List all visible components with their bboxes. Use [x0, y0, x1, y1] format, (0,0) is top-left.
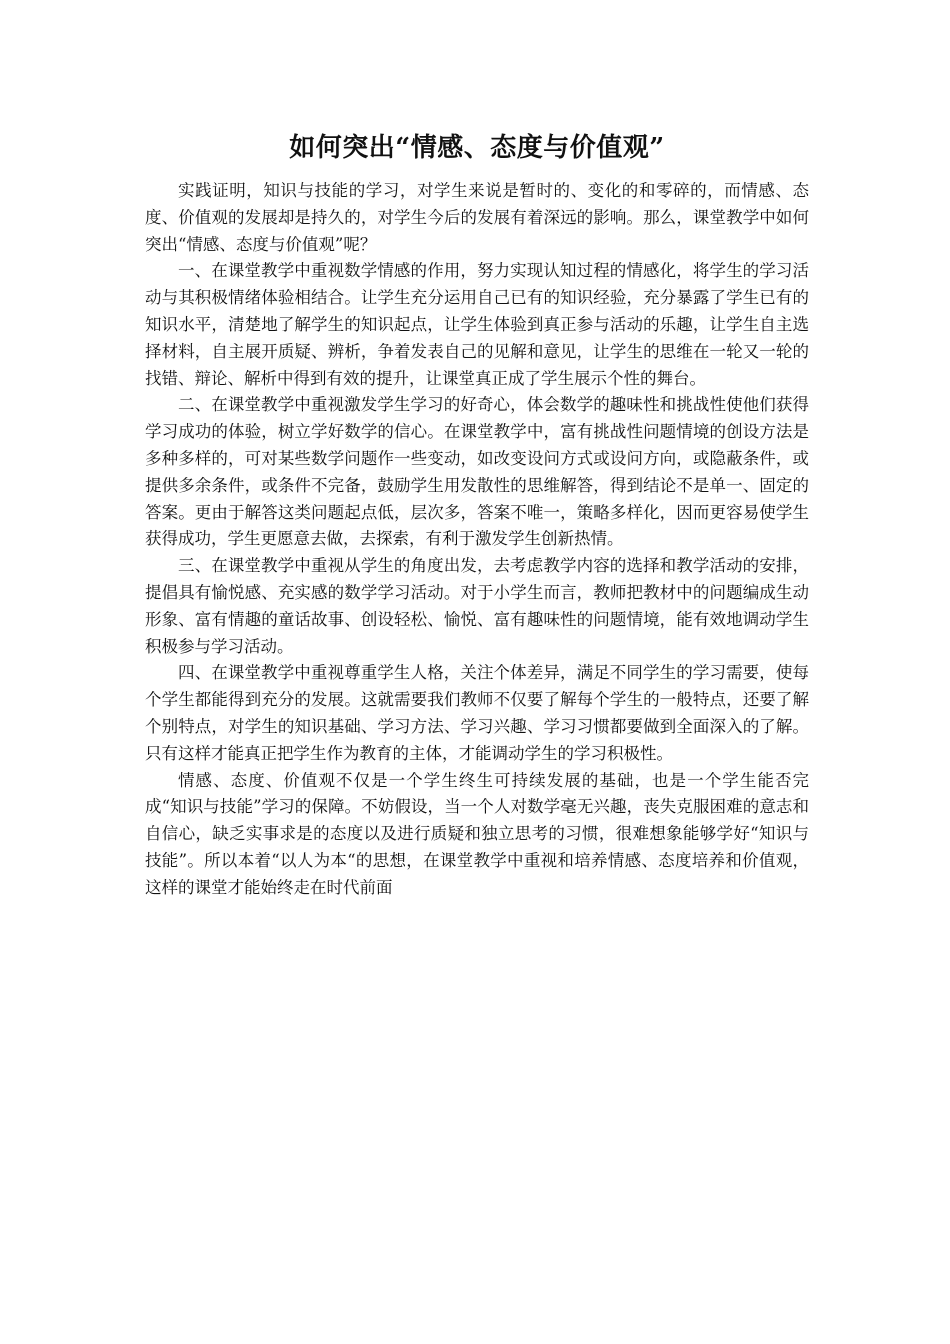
- paragraph-point-4: 四、在课堂教学中重视尊重学生人格，关注个体差异，满足不同学生的学习需要，使每个学生都能得到充分的发展。这就需要我们教师不仅要了解每个学生的一般特点，还要了解个别特点，对学生的知识基础、学习方法、学习兴趣、学习习惯都要做到全面深入的了解。只有这样才能真正把学生作为教育的主体，才能调动学生的学习积极性。: [145, 663, 809, 763]
- paragraph-point-3: 三、在课堂教学中重视从学生的角度出发，去考虑教学内容的选择和教学活动的安排，提倡具有愉悦感、充实感的数学学习活动。对于小学生而言，教师把教材中的问题编成生动形象、富有情趣的童话故事、创设轻松、愉悦、富有趣味性的问题情境，能有效地调动学生积极参与学习活动。: [145, 556, 809, 656]
- paragraph-intro: 实践证明，知识与技能的学习，对学生来说是暂时的、变化的和零碎的，而情感、态度、价值观的发展却是持久的，对学生今后的发展有着深远的影响。那么，课堂教学中如何突出“情感、态度与价值观”呢？: [145, 181, 809, 254]
- document-page: [145, 126, 809, 902]
- document-title: 如何突出“情感、态度与价值观”: [289, 133, 665, 163]
- paragraph-conclusion: 情感、态度、价值观不仅是一个学生终生可持续发展的基础，也是一个学生能否完成“知识与技能”学习的保障。不妨假设，当一个人对数学毫无兴趣，丧失克服困难的意志和自信心，缺乏实事求是的态度以及进行质疑和独立思考的习惯，很难想象能够学好“知识与技能”。所以本着“以人为本“的思想，在课堂教学中重视和培养情感、态度培养和价值观，这样的课堂才能始终走在时代前面: [145, 770, 809, 897]
- paragraph-point-2: 二、在课堂教学中重视激发学生学习的好奇心，体会数学的趣味性和挑战性使他们获得学习成功的体验，树立学好数学的信心。在课堂教学中，富有挑战性问题情境的创设方法是多种多样的，可对某些数学问题作一些变动，如改变设问方式或设问方向，或隐蔽条件，或提供多余条件，或条件不完备，鼓励学生用发散性的思维解答，得到结论不是单一、固定的答案。更由于解答这类问题起点低，层次多，答案不唯一，策略多样化，因而更容易使学生获得成功，学生更愿意去做，去探索，有利于激发学生创新热情。: [145, 395, 809, 549]
- paragraph-point-1: 一、在课堂教学中重视数学情感的作用，努力实现认知过程的情感化，将学生的学习活动与其积极情绪体验相结合。让学生充分运用自己已有的知识经验，充分暴露了学生已有的知识水平，清楚地了解学生的知识起点，让学生体验到真正参与活动的乐趣，让学生自主选择材料，自主展开质疑、辨析，争着发表自己的见解和意见，让学生的思维在一轮又一轮的找错、辩论、解析中得到有效的提升，让课堂真正成了学生展示个性的舞台。: [145, 261, 809, 388]
